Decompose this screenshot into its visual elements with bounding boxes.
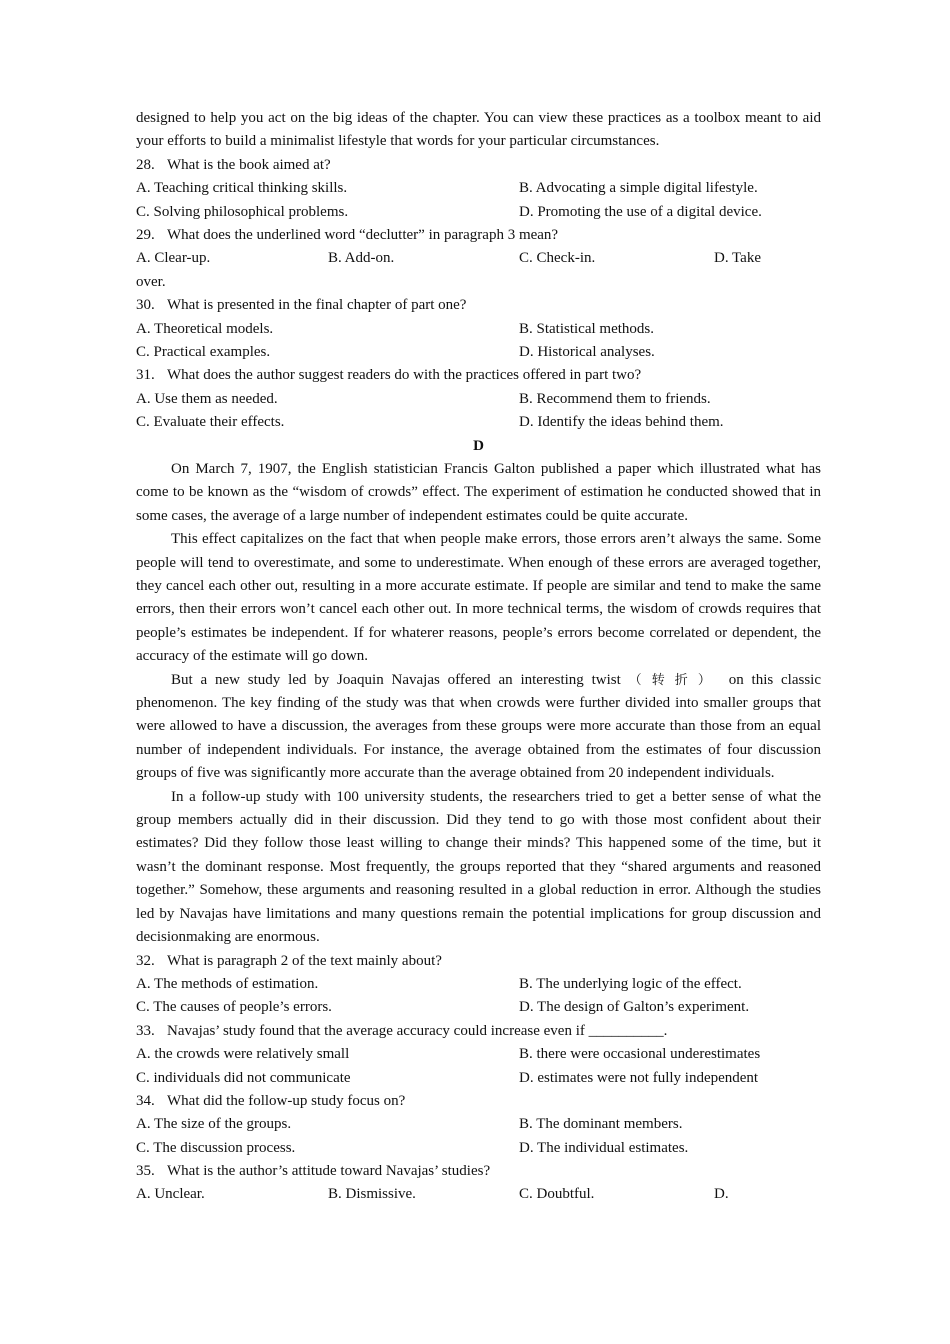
answer-options bbox=[136, 996, 821, 1019]
answer-option: D. Take bbox=[714, 250, 761, 267]
question-text: What is paragraph 2 of the text mainly about? bbox=[167, 952, 442, 969]
answer-options bbox=[136, 1043, 821, 1066]
answer-options bbox=[136, 247, 821, 270]
answer-option: A. Use them as needed. bbox=[136, 390, 278, 407]
question bbox=[136, 1090, 821, 1113]
question-number: 32. bbox=[136, 952, 155, 969]
answer-options bbox=[136, 1137, 821, 1160]
answer-option: C. individuals did not communicate bbox=[136, 1069, 351, 1086]
paragraph-text: But a new study led by Joaquin Navajas offered an interesting twist bbox=[171, 671, 621, 688]
document-page bbox=[136, 107, 821, 1207]
answer-option: C. Evaluate their effects. bbox=[136, 414, 285, 431]
question-text: What does the underlined word “declutter” in paragraph 3 mean? bbox=[167, 227, 559, 243]
answer-options bbox=[136, 201, 821, 224]
paragraph-text: This effect capitalizes on the fact that when people make errors, those errors aren’t always the same. Some people will tend to overestimate, and some to underestimate. When enough of these errors are averaged together, they cancel each other out, resulting in a more accurate estimate. If people are similar and tend to make the same errors, then their errors won’t cancel each other out. In more technical terms, the wisdom of crowds requires that people’s estimates be independent. If for whaterer reasons, people’s errors become correlated or dependent, the accuracy of the estimate will go down. bbox=[136, 531, 821, 665]
answer-option: D. estimates were not fully independent bbox=[519, 1069, 759, 1086]
answer-option: B. Advocating a simple digital lifestyle. bbox=[519, 180, 758, 197]
answer-option: D. Historical analyses. bbox=[519, 344, 655, 360]
answer-option: C. Practical examples. bbox=[136, 344, 271, 360]
answer-option: D. The individual estimates. bbox=[519, 1139, 689, 1156]
question bbox=[136, 950, 821, 973]
answer-option: B. The underlying logic of the effect. bbox=[519, 975, 742, 992]
answer-option: B. Recommend them to friends. bbox=[519, 390, 711, 407]
paragraph bbox=[136, 528, 821, 668]
answer-option: D. The design of Galton’s experiment. bbox=[519, 999, 750, 1016]
paragraph bbox=[136, 458, 821, 528]
answer-option: B. Dismissive. bbox=[328, 1186, 416, 1203]
question-text: What did the follow-up study focus on? bbox=[167, 1092, 406, 1109]
paragraph-text: on this classic phenomenon. The key finding of the study was that when crowds were further divided into smaller groups that were allowed to have a discussion, the averages from these groups were more accurate than those from an equal number of independent individuals. For instance, the average obtained from the estimates of four discussion groups of five was significantly more accurate than the average obtained from 20 independent individuals. bbox=[136, 671, 822, 782]
answer-option: A. Theoretical models. bbox=[136, 320, 274, 337]
answer-option: D. Identify the ideas behind them. bbox=[519, 414, 724, 431]
answer-options bbox=[136, 318, 821, 341]
answer-options bbox=[136, 341, 821, 364]
question-number: 29. bbox=[136, 227, 155, 243]
question bbox=[136, 294, 821, 317]
answer-option: A. Clear-up. bbox=[136, 250, 211, 267]
answer-option: A. the crowds were relatively small bbox=[136, 1046, 350, 1063]
answer-option: C. Check-in. bbox=[519, 250, 596, 267]
answer-option: B. Add-on. bbox=[328, 250, 395, 267]
question bbox=[136, 1020, 821, 1043]
answer-options bbox=[136, 177, 821, 200]
answer-options bbox=[136, 388, 821, 411]
answer-option: B. there were occasional underestimates bbox=[519, 1046, 761, 1063]
answer-option: A. Unclear. bbox=[136, 1186, 205, 1203]
answer-option: C. The discussion process. bbox=[136, 1139, 296, 1156]
question bbox=[136, 154, 821, 177]
answer-option: B. Statistical methods. bbox=[519, 320, 654, 337]
paragraph bbox=[136, 107, 821, 154]
answer-options bbox=[136, 1067, 821, 1090]
answer-option: A. The methods of estimation. bbox=[136, 975, 319, 992]
question-number: 33. bbox=[136, 1022, 155, 1039]
answer-option: B. The dominant members. bbox=[519, 1116, 683, 1133]
answer-option: A. The size of the groups. bbox=[136, 1116, 292, 1133]
answer-options bbox=[136, 1113, 821, 1136]
question-number: 30. bbox=[136, 297, 155, 314]
answer-option: C. The causes of people’s errors. bbox=[136, 999, 332, 1016]
text-line: over. bbox=[136, 273, 166, 290]
question-number: 31. bbox=[136, 367, 155, 384]
question-text: What is the author’s attitude toward Navajas’ studies? bbox=[167, 1163, 491, 1180]
question-number: 34. bbox=[136, 1092, 155, 1109]
question bbox=[136, 1160, 821, 1183]
paragraph bbox=[136, 669, 821, 786]
question-text: What is the book aimed at? bbox=[167, 156, 331, 173]
answer-options bbox=[136, 1183, 821, 1206]
answer-option: C. Doubtful. bbox=[519, 1186, 595, 1203]
paragraph-text: In a follow-up study with 100 university students, the researchers tried to get a better sense of what the group members actually did in their discussion. Did they tend to go with those most confident about their estimates? Did they follow those least willing to change their minds? This happened some of the time, but it wasn’t the dominant response. Most frequently, the groups reported that they “shared arguments and reasoned together.” Somehow, these arguments and reasoning resulted in a global reduction in error. Although the studies led by Navajas have limitations and many questions remain the potential implications for group discussion and decisionmaking are enormous. bbox=[136, 788, 821, 946]
answer-options bbox=[136, 411, 821, 434]
paragraph bbox=[136, 786, 821, 950]
answer-option: D. bbox=[714, 1186, 729, 1203]
answer-option: A. Teaching critical thinking skills. bbox=[136, 180, 348, 197]
section-heading: D bbox=[473, 437, 484, 454]
answer-option: C. Solving philosophical problems. bbox=[136, 203, 349, 220]
question-text: What does the author suggest readers do with the practices offered in part two? bbox=[167, 367, 642, 384]
paragraph-text: designed to help you act on the big ideas of the chapter. You can view these practices as a toolbox meant to aid your efforts to build a minimalist lifestyle that words for your particular circumstances. bbox=[136, 110, 821, 150]
question bbox=[136, 224, 821, 247]
question-text: What is presented in the final chapter of part one? bbox=[167, 297, 467, 314]
answer-option: D. Promoting the use of a digital device. bbox=[519, 203, 762, 220]
question bbox=[136, 364, 821, 387]
question-number: 35. bbox=[136, 1163, 155, 1180]
gloss: （转折） bbox=[628, 672, 721, 688]
paragraph-text: On March 7, 1907, the English statistician Francis Galton published a paper which illustrated what has come to be known as the “wisdom of crowds” effect. The experiment of estimation he conducted showed that in some cases, the average of a large number of independent estimates could be quite accurate. bbox=[136, 460, 821, 524]
question-text: Navajas’ study found that the average accuracy could increase even if __________. bbox=[167, 1022, 668, 1039]
answer-options bbox=[136, 973, 821, 996]
question-number: 28. bbox=[136, 156, 155, 173]
